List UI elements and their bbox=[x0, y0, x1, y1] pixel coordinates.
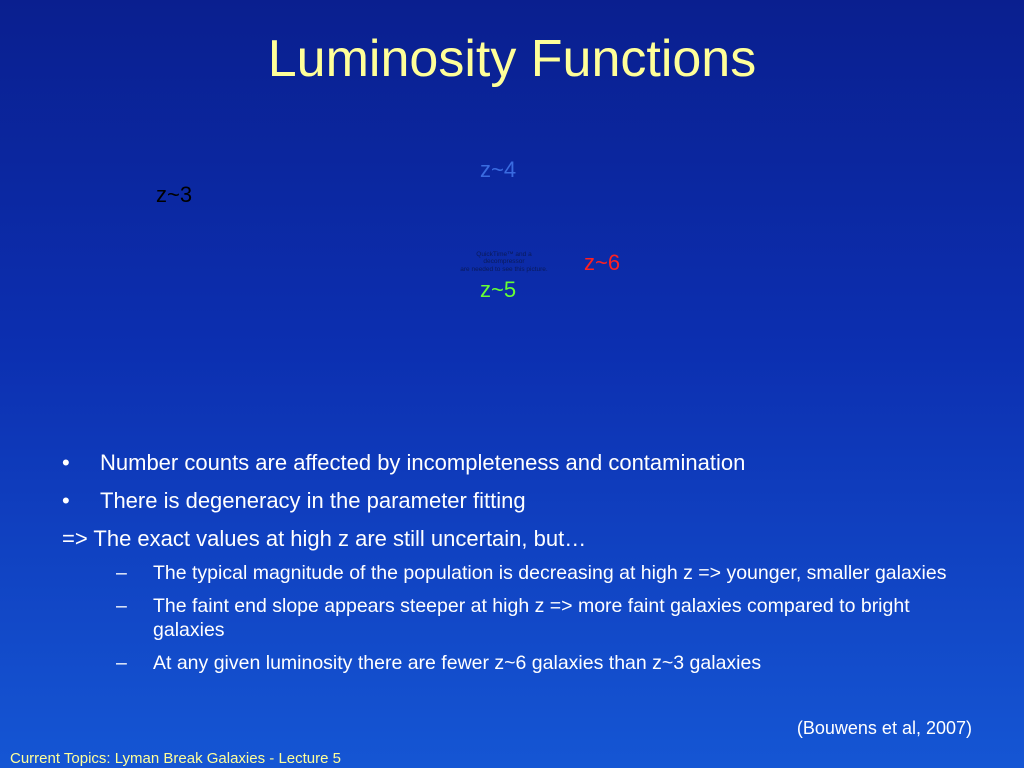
placeholder-line: are needed to see this picture. bbox=[460, 265, 548, 273]
sub-bullet-marker: – bbox=[116, 595, 127, 618]
bullet-text: There is degeneracy in the parameter fitting bbox=[100, 487, 526, 513]
sub-bullet-item bbox=[116, 562, 982, 585]
bullet-item bbox=[62, 488, 982, 514]
bullet-item bbox=[62, 450, 982, 476]
placeholder-line: QuickTime™ and a bbox=[476, 251, 532, 258]
quicktime-placeholder bbox=[448, 251, 560, 273]
redshift-label-z3: z~3 bbox=[156, 182, 193, 207]
bullet-list bbox=[62, 450, 982, 685]
placeholder-line: decompressor bbox=[483, 258, 525, 266]
conclusion-line: => The exact values at high z are still uncertain, but… bbox=[62, 525, 587, 551]
redshift-label-z4: z~4 bbox=[480, 157, 517, 182]
slide-title: Luminosity Functions bbox=[267, 30, 757, 88]
bullet-text: Number counts are affected by incompleteness and contamination bbox=[100, 450, 746, 475]
sub-bullet-marker: – bbox=[116, 561, 127, 584]
sub-bullet-list bbox=[116, 562, 982, 676]
sub-bullet-text: The faint end slope appears steeper at high z => more faint galaxies compared to bright galaxies bbox=[153, 595, 910, 641]
citation: (Bouwens et al, 2007) bbox=[796, 718, 972, 738]
sub-bullet-item bbox=[116, 652, 982, 675]
bullet-marker: • bbox=[62, 450, 70, 475]
bullet-marker: • bbox=[62, 487, 70, 513]
sub-bullet-item bbox=[116, 595, 982, 642]
sub-bullet-text: At any given luminosity there are fewer z~6 galaxies than z~3 galaxies bbox=[153, 652, 762, 675]
sub-bullet-marker: – bbox=[116, 652, 127, 675]
footer-text: Current Topics: Lyman Break Galaxies - Lecture 5 bbox=[10, 750, 341, 767]
sub-bullet-text: The typical magnitude of the population is decreasing at high z => younger, smaller galaxies bbox=[153, 561, 947, 584]
redshift-label-z5: z~5 bbox=[480, 277, 517, 302]
redshift-label-z6: z~6 bbox=[584, 250, 621, 275]
